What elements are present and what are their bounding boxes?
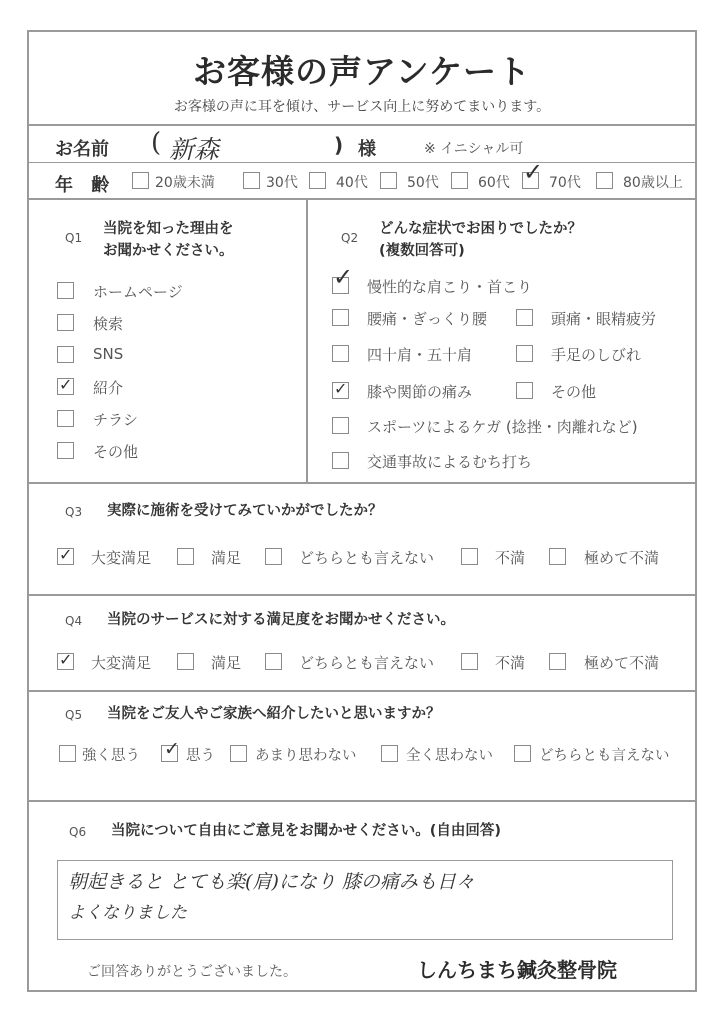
q6-answer-line2: よくなりました [68, 903, 187, 923]
q4-checkbox-satisfied[interactable] [177, 653, 194, 670]
q4-option-neutral: どちらとも言えない [299, 654, 435, 672]
divider [29, 124, 695, 126]
age-option-under20: 20歳未満 [155, 175, 215, 191]
q1-option-homepage: ホームページ [93, 283, 183, 301]
q4-option-satisfied: 満足 [211, 654, 242, 672]
q6-number: Q6 [69, 825, 87, 839]
q5-text: 当院をご友人やご家族へ紹介したいと思いますか？ [107, 706, 441, 722]
divider [29, 482, 695, 484]
age-checkbox-40s[interactable] [309, 172, 326, 189]
q2-number: Q2 [341, 231, 359, 245]
q5-checkbox-not-at-all[interactable] [381, 745, 398, 762]
survey-subtitle: お客様の声に耳を傾け、サービス向上に努めてまいります。 [173, 99, 551, 115]
initial-note: ※ イニシャル可 [424, 141, 524, 157]
q6-answer-box[interactable] [57, 860, 673, 940]
q2-checkbox-headache[interactable] [516, 309, 533, 326]
age-checkbox-30s[interactable] [243, 172, 260, 189]
q1-checkbox-other[interactable] [57, 442, 74, 459]
q5-option-not-much: あまり思わない [255, 748, 357, 764]
check-mark-icon: ✓ [334, 379, 348, 398]
q2-checkbox-numbness[interactable] [516, 345, 533, 362]
divider [29, 198, 695, 200]
survey-sheet [27, 30, 697, 992]
age-label: 年 齢 [55, 175, 116, 196]
age-checkbox-over80[interactable] [596, 172, 613, 189]
name-close-paren: ) [334, 133, 344, 157]
age-option-60s: 60代 [478, 175, 510, 191]
q2-option-stiff-shoulders: 慢性的な肩こり・首こり [367, 278, 533, 296]
q5-checkbox-not-much[interactable] [230, 745, 247, 762]
q6-text: 当院について自由にご意見をお聞かせください。(自由回答) [111, 823, 501, 839]
q4-option-very-dissatisfied: 極めて不満 [584, 654, 660, 672]
q2-checkbox-other[interactable] [516, 382, 533, 399]
q2-option-other: その他 [551, 383, 597, 401]
q3-option-satisfied: 満足 [211, 549, 242, 567]
age-option-30s: 30代 [266, 175, 298, 191]
q4-checkbox-neutral[interactable] [265, 653, 282, 670]
q1-checkbox-search[interactable] [57, 314, 74, 331]
check-mark-icon: ✓ [523, 158, 544, 186]
name-open-paren: ( [151, 128, 162, 158]
age-option-50s: 50代 [407, 175, 439, 191]
q3-option-dissatisfied: 不満 [495, 549, 526, 567]
q4-option-very-satisfied: 大変満足 [91, 654, 152, 672]
q4-checkbox-dissatisfied[interactable] [461, 653, 478, 670]
age-option-70s: 70代 [549, 175, 581, 191]
check-mark-icon: ✓ [164, 738, 180, 760]
q2-checkbox-sports-injury[interactable] [332, 417, 349, 434]
q1-checkbox-homepage[interactable] [57, 282, 74, 299]
q1-text-line1: 当院を知った理由を [103, 221, 234, 237]
q3-checkbox-neutral[interactable] [265, 548, 282, 565]
q2-checkbox-whiplash[interactable] [332, 452, 349, 469]
q3-option-neutral: どちらとも言えない [299, 549, 435, 567]
q1-checkbox-flyer[interactable] [57, 410, 74, 427]
q3-text: 実際に施術を受けてみていかがでしたか？ [107, 503, 383, 519]
q2-option-headache: 頭痛・眼精疲労 [551, 310, 657, 328]
q2-option-joint-pain: 膝や関節の痛み [367, 383, 473, 401]
q2-text-line2: (複数回答可) [379, 243, 465, 259]
q1-option-sns: SNS [93, 345, 124, 363]
q1-checkbox-sns[interactable] [57, 346, 74, 363]
age-checkbox-50s[interactable] [380, 172, 397, 189]
q2-option-sports-injury: スポーツによるケガ (捻挫・肉離れなど) [367, 418, 638, 436]
q2-checkbox-frozen-shoulder[interactable] [332, 345, 349, 362]
check-mark-icon: ✓ [59, 650, 73, 669]
q3-checkbox-satisfied[interactable] [177, 548, 194, 565]
q4-checkbox-very-dissatisfied[interactable] [549, 653, 566, 670]
q4-number: Q4 [65, 614, 83, 628]
q3-option-very-satisfied: 大変満足 [91, 549, 152, 567]
check-mark-icon: ✓ [59, 375, 73, 394]
q1-number: Q1 [65, 231, 83, 245]
q1-option-search: 検索 [93, 315, 124, 333]
survey-title: お客様の声アンケート [192, 52, 532, 91]
age-option-40s: 40代 [336, 175, 368, 191]
divider [29, 690, 695, 692]
q4-option-dissatisfied: 不満 [495, 654, 526, 672]
age-option-over80: 80歳以上 [623, 175, 683, 191]
age-checkbox-under20[interactable] [132, 172, 149, 189]
name-suffix: 様 [358, 139, 376, 160]
age-checkbox-60s[interactable] [451, 172, 468, 189]
q2-text-line1: どんな症状でお困りでしたか？ [379, 221, 582, 237]
q2-option-back-pain: 腰痛・ぎっくり腰 [367, 310, 488, 328]
q1-option-flyer: チラシ [93, 411, 139, 429]
q5-option-strongly-agree: 強く思う [82, 748, 140, 764]
handwritten-name[interactable]: 新森 [169, 135, 220, 164]
q2-option-frozen-shoulder: 四十肩・五十肩 [367, 346, 473, 364]
column-divider [306, 198, 308, 482]
clinic-name: しんちまち鍼灸整骨院 [417, 958, 617, 982]
q3-checkbox-dissatisfied[interactable] [461, 548, 478, 565]
q1-text-line2: お聞かせください。 [103, 243, 234, 259]
q3-number: Q3 [65, 505, 83, 519]
q5-option-neutral: どちらとも言えない [539, 748, 670, 764]
q3-option-very-dissatisfied: 極めて不満 [584, 549, 660, 567]
divider [29, 162, 695, 163]
check-mark-icon: ✓ [59, 545, 73, 564]
divider [29, 594, 695, 596]
q2-option-numbness: 手足のしびれ [551, 346, 642, 364]
q5-checkbox-neutral[interactable] [514, 745, 531, 762]
q1-option-referral: 紹介 [93, 379, 124, 397]
thanks-message: ご回答ありがとうございました。 [87, 964, 297, 980]
q5-option-agree: 思う [186, 748, 215, 764]
q1-option-other: その他 [93, 443, 139, 461]
check-mark-icon: ✓ [333, 263, 354, 291]
q5-checkbox-strongly-agree[interactable] [59, 745, 76, 762]
q2-option-whiplash: 交通事故によるむち打ち [367, 453, 533, 471]
divider [29, 800, 695, 802]
q3-checkbox-very-dissatisfied[interactable] [549, 548, 566, 565]
q4-text: 当院のサービスに対する満足度をお聞かせください。 [107, 612, 455, 628]
q2-checkbox-back-pain[interactable] [332, 309, 349, 326]
name-label: お名前 [55, 139, 109, 160]
q5-option-not-at-all: 全く思わない [406, 748, 493, 764]
q6-answer-line1: 朝起きると とても楽(肩)になり 膝の痛みも日々 [68, 871, 475, 893]
q5-number: Q5 [65, 708, 83, 722]
